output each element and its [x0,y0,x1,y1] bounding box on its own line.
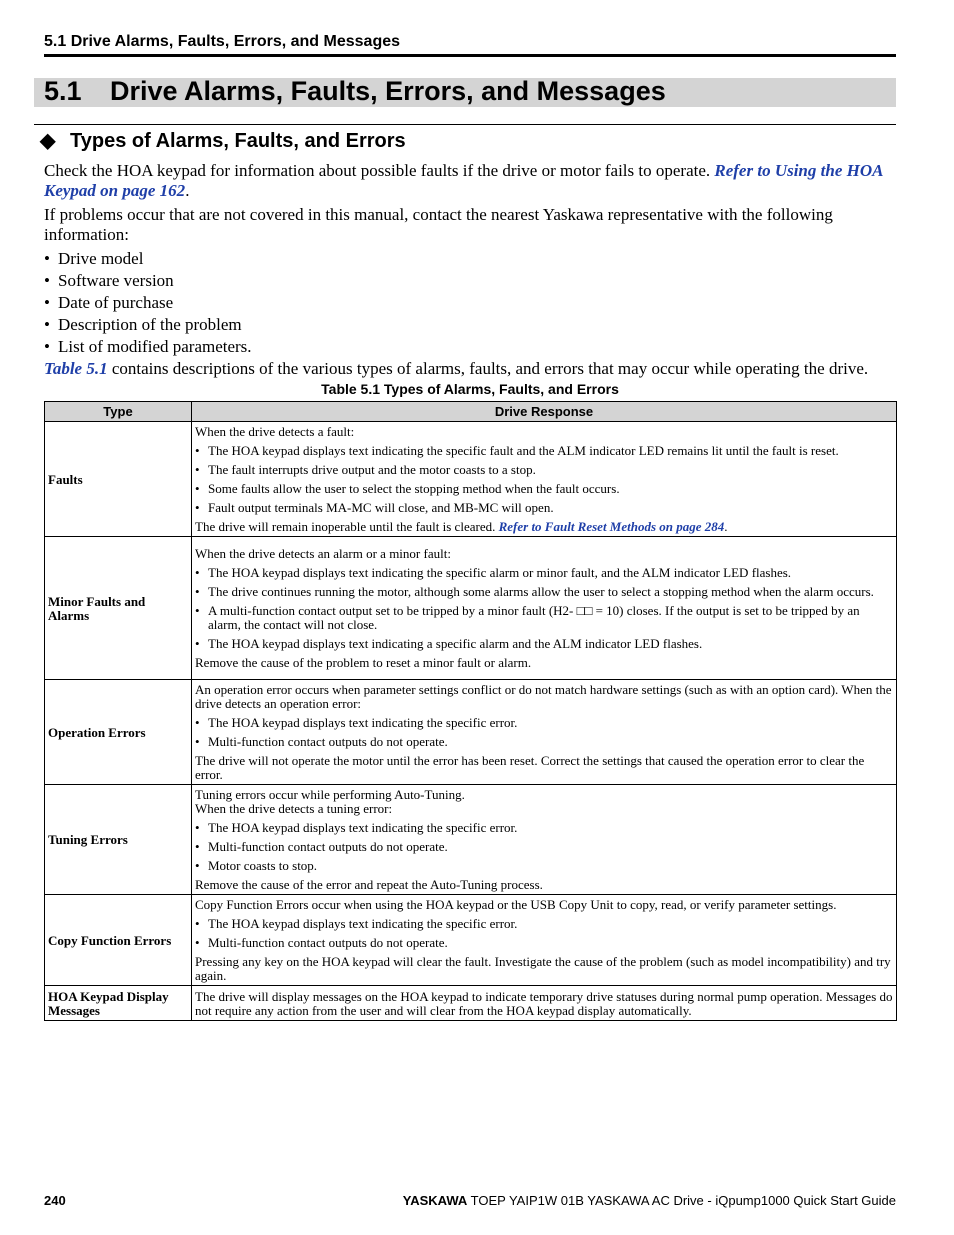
response-intro [195,788,893,816]
table-caption: Table 5.1 Types of Alarms, Faults, and Errors [321,381,619,397]
fault-reset-link[interactable]: Refer to Fault Reset Methods on page 284 [498,519,725,534]
response-cell [192,680,897,785]
response-outro [195,520,893,534]
paragraph-end: . [185,181,190,200]
list-item: • Software version [44,271,896,291]
section-heading-band [34,78,896,107]
alarms-table [44,401,897,1021]
brand-name: YASKAWA [402,1193,468,1208]
response-list [195,716,893,749]
response-outro: Remove the cause of the error and repeat the Auto-Tuning process. [195,877,543,892]
type-cell: Operation Errors [45,680,192,785]
list-item: • Multi-function contact outputs do not operate. [195,735,893,749]
response-cell [192,422,897,537]
type-cell: Minor Faults and Alarms [45,537,192,680]
list-item: • List of modified parameters. [44,337,896,357]
response-cell [192,986,897,1021]
info-list [44,249,896,357]
outro-text: The drive will remain inoperable until the fault is cleared. [195,519,499,534]
subheading-text: Types of Alarms, Faults, and Errors [70,130,406,152]
section-title-text: Drive Alarms, Faults, Errors, and Messages [110,76,666,106]
intro-line: Tuning errors occur while performing Auto-Tuning. [195,787,465,802]
list-item: • Description of the problem [44,315,896,335]
list-item: • Motor coasts to stop. [195,859,893,873]
list-item: • The HOA keypad displays text indicating the specific alarm or minor fault, and the ALM indicator LED flashes. [195,566,893,580]
type-cell: Faults [45,422,192,537]
diamond-icon: ◆ [40,130,56,152]
table-row [45,537,897,680]
response-list [195,917,893,950]
list-item: • Multi-function contact outputs do not operate. [195,840,893,854]
type-cell: Copy Function Errors [45,895,192,986]
response-intro: Copy Function Errors occur when using the HOA keypad or the USB Copy Unit to copy, read, or verify parameter settings. [195,897,837,912]
list-item: • Fault output terminals MA-MC will close, and MB-MC will open. [195,501,893,515]
subheading [40,128,406,153]
response-intro: An operation error occurs when parameter settings conflict or do not match hardware settings (such as with an option card). When the drive detects an operation error: [195,682,892,711]
paragraph-contact: If problems occur that are not covered in this manual, contact the nearest Yaskawa representative with the following information: [44,205,833,244]
response-intro: When the drive detects a fault: [195,424,355,439]
response-cell [192,785,897,895]
body-text [44,161,896,383]
outro-end: . [724,519,728,534]
response-list [195,821,893,873]
response-intro: When the drive detects an alarm or a minor fault: [195,546,451,561]
list-item: • Multi-function contact outputs do not operate. [195,936,893,950]
table-5-1-link[interactable]: Table 5.1 [44,359,108,378]
paragraph-text: contains descriptions of the various types of alarms, faults, and errors that may occur while operating the drive. [107,359,869,378]
list-item: • Some faults allow the user to select the stopping method when the fault occurs. [195,482,893,496]
response-list [195,566,893,651]
response-outro: Remove the cause of the problem to reset a minor fault or alarm. [195,655,532,670]
table-header-row [45,402,897,422]
response-cell [192,537,897,680]
list-item: • The drive continues running the motor, although some alarms allow the user to select a stopping method when the alarm occurs. [195,585,893,599]
list-item: • The HOA keypad displays text indicating the specific error. [195,917,893,931]
section-title [44,76,666,107]
list-item: • The HOA keypad displays text indicating the specific fault and the ALM indicator LED remains lit until the fault is reset. [195,444,893,458]
paragraph-text: Check the HOA keypad for information about possible faults if the drive or motor fails to operate. [44,161,715,180]
response-list [195,444,893,515]
table-row [45,422,897,537]
response-outro: The drive will not operate the motor until the error has been reset. Correct the settings that caused the operation error to clear the error. [195,753,865,782]
list-item: • A multi-function contact output set to be tripped by a minor fault (H2- □□ = 10) closes. If the output is set to be tripped by an alarm, the contact will not close. [195,604,893,632]
page-number: 240 [44,1193,66,1208]
list-item: • The fault interrupts drive output and the motor coasts to a stop. [195,463,893,477]
paragraph-intro [44,161,896,201]
section-number: 5.1 [44,76,82,106]
document-title [403,1193,896,1208]
table-row [45,986,897,1021]
section-rule [34,124,896,125]
type-cell: HOA Keypad Display Messages [45,986,192,1021]
paragraph-table-ref [44,359,896,379]
list-item: • The HOA keypad displays text indicating the specific error. [195,821,893,835]
list-item: • Date of purchase [44,293,896,313]
doc-title-text: TOEP YAIP1W 01B YASKAWA AC Drive - iQpump1000 Quick Start Guide [467,1193,896,1208]
list-item: • The HOA keypad displays text indicating a specific alarm and the ALM indicator LED flashes. [195,637,893,651]
response-cell [192,895,897,986]
type-cell: Tuning Errors [45,785,192,895]
list-item: • Drive model [44,249,896,269]
intro-line: When the drive detects a tuning error: [195,801,393,816]
table-row [45,895,897,986]
response-outro: Pressing any key on the HOA keypad will clear the fault. Investigate the cause of the problem (such as model incompatibility) and try again. [195,954,891,983]
hoa-keypad-link[interactable]: Refer to Using the HOA Keypad on page 162 [44,161,883,200]
column-header-response: Drive Response [192,402,897,422]
running-head: 5.1 Drive Alarms, Faults, Errors, and Messages [44,33,896,57]
table-row [45,680,897,785]
list-item: • The HOA keypad displays text indicating the specific error. [195,716,893,730]
table-row [45,785,897,895]
column-header-type: Type [45,402,192,422]
response-intro: The drive will display messages on the HOA keypad to indicate temporary drive statuses during normal pump operation. Messages do not require any action from the user and will clear from the HOA keypad display automatically. [195,988,893,1018]
